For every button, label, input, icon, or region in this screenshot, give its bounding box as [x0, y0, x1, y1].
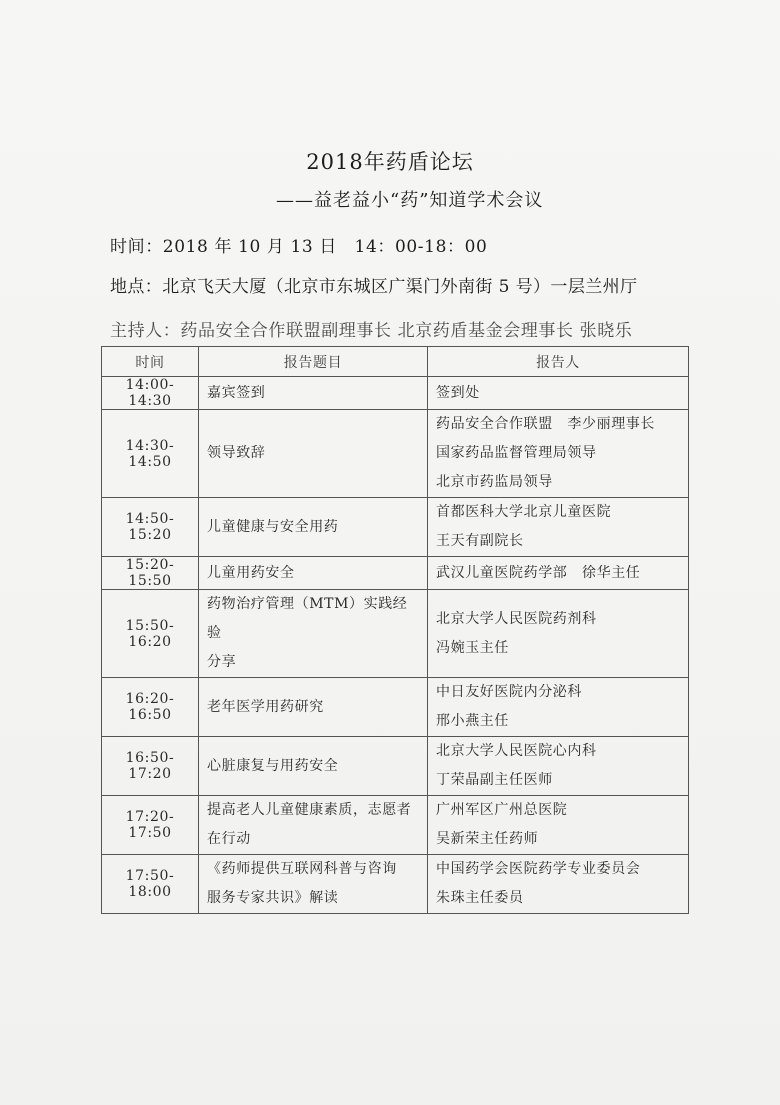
- cell-topic: [199, 590, 428, 678]
- cell-speaker: [428, 678, 689, 737]
- table-row: [102, 498, 689, 557]
- speaker-line: 冯婉玉主任: [436, 639, 509, 656]
- cell-speaker: [428, 377, 689, 410]
- speaker-line: 北京大学人民医院药剂科: [436, 610, 597, 627]
- cell-time: 15:20-15:50: [102, 557, 199, 590]
- cell-time: 14:30-14:50: [102, 410, 199, 498]
- topic-line: 服务专家共识》解读: [207, 890, 339, 906]
- table-row: [102, 855, 689, 914]
- cell-topic: [199, 737, 428, 796]
- meeting-time: 时间：2018 年 10 月 13 日 14：00-18：00: [110, 237, 488, 257]
- schedule-table: [101, 346, 689, 914]
- speaker-line: 中日友好医院内分泌科: [436, 684, 582, 700]
- header-time: 时间: [102, 347, 199, 377]
- topic-line: 儿童用药安全: [207, 564, 295, 581]
- table-header-row: [102, 347, 689, 377]
- speaker-line: 朱珠主任委员: [436, 890, 524, 906]
- speaker-line: 签到处: [436, 384, 480, 401]
- table-row: [102, 737, 689, 796]
- cell-time: 17:20-17:50: [102, 796, 199, 855]
- topic-line: 在行动: [207, 831, 251, 847]
- topic-line: 老年医学用药研究: [207, 698, 324, 715]
- cell-topic: [199, 498, 428, 557]
- speaker-line: 药品安全合作联盟 李少丽理事长: [436, 416, 655, 432]
- cell-topic: [199, 796, 428, 855]
- speaker-line: 王天有副院长: [436, 533, 524, 549]
- header-speaker: 报告人: [428, 347, 689, 377]
- table-row: [102, 796, 689, 855]
- cell-topic: [199, 678, 428, 737]
- speaker-line: 北京市药监局领导: [436, 474, 553, 490]
- cell-topic: [199, 557, 428, 590]
- cell-time: 14:00-14:30: [102, 377, 199, 410]
- speaker-line: 国家药品监督管理局领导: [436, 445, 597, 461]
- table-row: [102, 678, 689, 737]
- topic-line: 《药师提供互联网科普与咨询: [207, 861, 397, 877]
- page-subtitle: ——益老益小“药”知道学术会议: [276, 190, 544, 211]
- speaker-line: 中国药学会医院药学专业委员会: [436, 861, 641, 877]
- cell-time: 17:50-18:00: [102, 855, 199, 914]
- cell-time: 16:20-16:50: [102, 678, 199, 737]
- topic-line: 心脏康复与用药安全: [207, 757, 339, 774]
- speaker-line: 武汉儿童医院药学部 徐华主任: [436, 564, 641, 581]
- table-row: [102, 410, 689, 498]
- topic-line: 领导致辞: [207, 445, 266, 461]
- table-row: [102, 377, 689, 410]
- cell-topic: [199, 377, 428, 410]
- cell-speaker: [428, 737, 689, 796]
- speaker-line: 广州军区广州总医院: [436, 802, 568, 818]
- cell-time: 15:50-16:20: [102, 590, 199, 678]
- table-row: [102, 590, 689, 678]
- topic-line: 药物治疗管理（MTM）实践经验: [207, 596, 408, 641]
- speaker-line: 首都医科大学北京儿童医院: [436, 504, 612, 520]
- speaker-line: 邢小燕主任: [436, 713, 509, 729]
- cell-speaker: [428, 855, 689, 914]
- cell-speaker: [428, 590, 689, 678]
- topic-line: 提高老人儿童健康素质，志愿者: [207, 802, 412, 818]
- topic-line: 儿童健康与安全用药: [207, 518, 339, 535]
- topic-line: 嘉宾签到: [207, 384, 266, 401]
- header-topic: 报告题目: [199, 347, 428, 377]
- cell-speaker: [428, 410, 689, 498]
- speaker-line: 吴新荣主任药师: [436, 831, 539, 847]
- meeting-host: 主持人：药品安全合作联盟副理事长 北京药盾基金会理事长 张晓乐: [110, 321, 633, 341]
- speaker-line: 北京大学人民医院心内科: [436, 743, 597, 759]
- speaker-line: 丁荣晶副主任医师: [436, 772, 553, 788]
- topic-line: 分享: [207, 654, 237, 670]
- page-title: 2018年药盾论坛: [306, 150, 474, 174]
- table-row: [102, 557, 689, 590]
- cell-topic: [199, 855, 428, 914]
- cell-time: 14:50-15:20: [102, 498, 199, 557]
- cell-speaker: [428, 498, 689, 557]
- meeting-location: 地点：北京飞天大厦（北京市东城区广渠门外南街 5 号）一层兰州厅: [110, 277, 638, 297]
- cell-time: 16:50-17:20: [102, 737, 199, 796]
- cell-speaker: [428, 557, 689, 590]
- cell-speaker: [428, 796, 689, 855]
- cell-topic: [199, 410, 428, 498]
